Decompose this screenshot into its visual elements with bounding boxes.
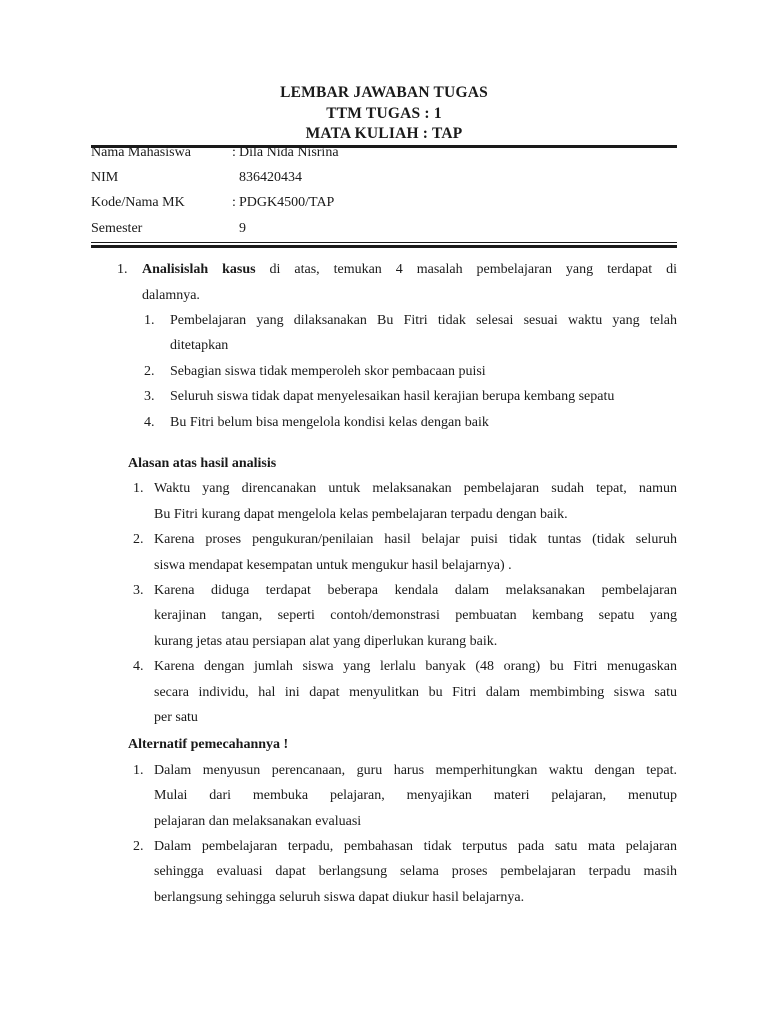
text-line: Waktu yang direncanakan untuk melaksanakan pembelajaran sudah tepat, namun: [154, 481, 677, 497]
list-number: 2.: [144, 363, 155, 379]
header-label: Nama Mahasiswa: [91, 144, 191, 160]
text-line: pelajaran dan melaksanakan evaluasi: [154, 813, 362, 829]
analysis-item: [91, 527, 677, 578]
analysis-item: [91, 654, 677, 730]
problem-item: [91, 359, 677, 384]
list-number: 2.: [133, 532, 144, 548]
list-number: 1.: [144, 312, 155, 328]
analysis-list: [91, 476, 677, 730]
question-lead-rest: di atas, temukan 4 masalah pembelajaran yang terdapat di: [255, 262, 678, 278]
text-line: Mulai dari membuka pelajaran, menyajikan materi pelajaran, menutup: [154, 788, 677, 804]
text-line: secara individu, hal ini dapat menyulitkan bu Fitri dalam membimbing siswa satu: [154, 684, 677, 700]
list-number: 4.: [144, 414, 155, 430]
text-line: Pembelajaran yang dilaksanakan Bu Fitri tidak selesai sesuai waktu yang telah: [170, 312, 677, 328]
text-line: Karena proses pengukuran/penilaian hasil belajar puisi tidak tuntas (tidak seluruh: [154, 532, 677, 548]
text-line: berlangsung sehingga seluruh siswa dapat diukur hasil belajarnya.: [154, 889, 525, 905]
header-row-kode: [91, 190, 677, 215]
text-line: Karena diduga terdapat beberapa kendala dalam melaksanakan pembelajaran: [154, 583, 677, 598]
title-line-1: LEMBAR JAWABAN TUGAS: [280, 84, 488, 101]
document-body: [91, 257, 677, 910]
alternative-list: [91, 758, 677, 910]
text-line: Karena dengan jumlah siswa yang lerlalu banyak (48 orang) bu Fitri menugaskan: [154, 659, 677, 675]
title-block: [91, 83, 677, 145]
header-row-semester: [91, 216, 677, 241]
header-row-nim: [91, 165, 677, 190]
text-line: [142, 257, 677, 282]
text-line: dalamnya.: [142, 287, 200, 303]
text-line: Dalam pembelajaran terpadu, pembahasan tidak terputus pada satu mata pelajaran: [154, 839, 677, 855]
text-line: siswa mendapat kesempatan untuk mengukur hasil belajarnya) .: [154, 557, 512, 573]
text-line: Bu Fitri kurang dapat mengelola kelas pembelajaran terpadu dengan baik.: [154, 506, 568, 522]
list-number: 1.: [133, 481, 144, 497]
text-line: ditetapkan: [170, 338, 229, 354]
header-separator: [232, 216, 239, 241]
question-item: [91, 257, 677, 308]
list-number: 4.: [133, 659, 144, 675]
header-value: Dila Nida Nisrina: [239, 144, 339, 160]
header-row-nama: [91, 140, 677, 165]
analysis-heading: Alasan atas hasil analisis: [128, 455, 277, 471]
analysis-item: [91, 578, 677, 654]
alternative-item: [91, 758, 677, 834]
question-lead-bold: Analisislah kasus: [142, 262, 256, 278]
list-number: 3.: [133, 583, 144, 598]
text-line: sehingga evaluasi dapat berlangsung selama proses pembelajaran terpadu masih: [154, 864, 677, 880]
header-rows: [91, 140, 677, 242]
header-value: PDGK4500/TAP: [239, 195, 335, 211]
header-separator: :: [232, 195, 236, 211]
header-label: Semester: [91, 220, 143, 236]
problem-item: [91, 308, 677, 359]
title-line-3: MATA KULIAH : TAP: [305, 125, 463, 142]
text-line: per satu: [154, 710, 198, 726]
problems-list: [91, 308, 677, 435]
header-table-bottom-rule: [91, 242, 677, 248]
alternative-heading: Alternatif pemecahannya !: [128, 737, 289, 753]
text-line: Bu Fitri belum bisa mengelola kondisi kelas dengan baik: [170, 414, 489, 430]
header-label: NIM: [91, 169, 119, 185]
header-label: Kode/Nama MK: [91, 195, 185, 211]
text-line: kerajinan tangan, seperti contoh/demonstrasi pembuatan kembang sepatu yang: [154, 608, 677, 624]
problem-item: [91, 410, 677, 435]
problem-item: [91, 384, 677, 409]
header-table: [91, 145, 677, 250]
header-value: 9: [239, 220, 246, 236]
text-line: Seluruh siswa tidak dapat menyelesaikan hasil kerajian berupa kembang sepatu: [170, 389, 615, 405]
alternative-item: [91, 834, 677, 910]
analysis-item: [91, 476, 677, 527]
header-separator: [232, 165, 239, 190]
list-number: 1.: [117, 262, 128, 278]
list-number: 2.: [133, 839, 144, 855]
text-line: Dalam menyusun perencanaan, guru harus memperhitungkan waktu dengan tepat.: [154, 762, 677, 778]
text-line: kurang jetas atau persiapan alat yang diperlukan kurang baik.: [154, 633, 498, 649]
title-line-2: TTM TUGAS : 1: [326, 104, 442, 122]
list-number: 3.: [144, 389, 155, 405]
list-number: 1.: [133, 762, 144, 778]
header-value: 836420434: [239, 169, 302, 185]
header-separator: :: [232, 144, 236, 160]
text-line: Sebagian siswa tidak memperoleh skor pembacaan puisi: [170, 363, 486, 379]
